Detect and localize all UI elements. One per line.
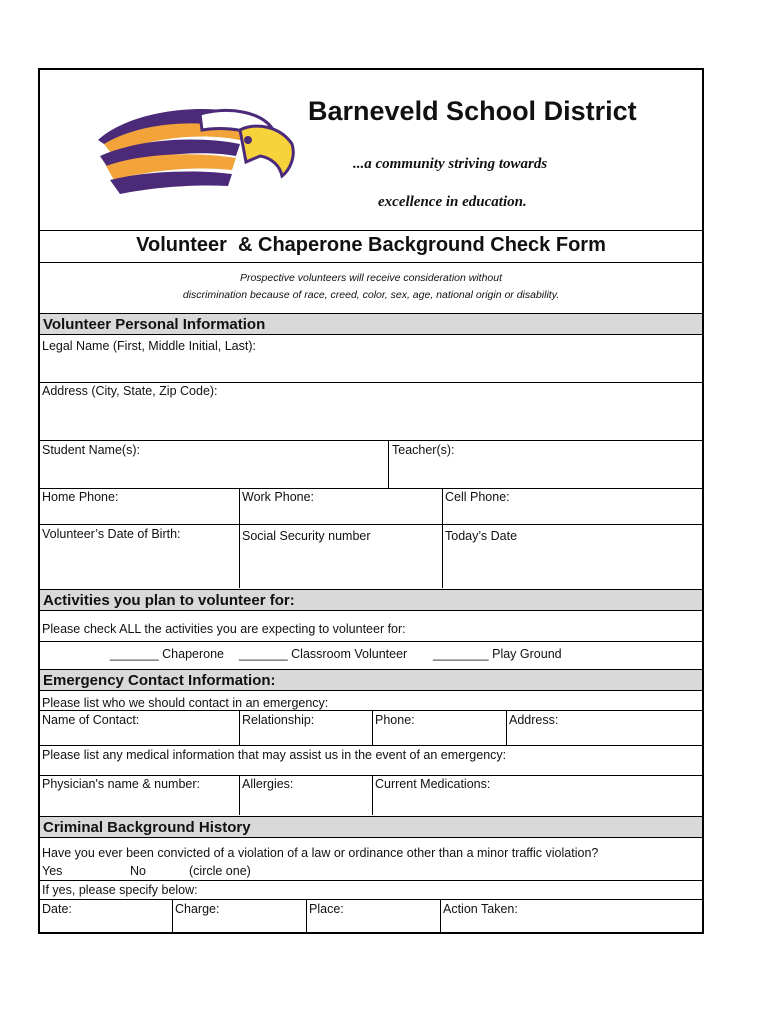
tagline-line2: excellence in education.	[378, 194, 527, 210]
student-names-label: Student Name(s):	[42, 443, 140, 457]
teachers-field[interactable]	[389, 440, 702, 488]
eagle-logo	[90, 100, 300, 200]
teachers-label: Teacher(s):	[392, 443, 455, 457]
chaperone-blank[interactable]: _______	[110, 647, 159, 661]
contact-address-label: Address:	[509, 713, 559, 727]
ssn-field[interactable]	[240, 524, 442, 588]
contact-name-label: Name of Contact:	[42, 713, 140, 727]
section-criminal-background: Criminal Background History	[40, 816, 702, 838]
medical-info-field[interactable]	[40, 745, 702, 775]
section-emergency-contact: Emergency Contact Information:	[40, 669, 702, 691]
place-field[interactable]	[307, 899, 440, 934]
specify-instruction: If yes, please specify below:	[42, 883, 198, 897]
section-activities: Activities you plan to volunteer for:	[40, 589, 702, 611]
notice-line2: discrimination because of race, creed, color, sex, age, national origin or disability.	[182, 289, 560, 301]
dob-label: Volunteer’s Date of Birth:	[42, 527, 181, 541]
medications-field[interactable]	[373, 775, 702, 815]
physician-field[interactable]	[40, 775, 239, 815]
contact-phone-label: Phone:	[375, 713, 415, 727]
dob-field[interactable]	[40, 524, 239, 588]
circle-one-hint: (circle one)	[189, 864, 251, 878]
legal-name-field[interactable]	[40, 336, 702, 382]
action-taken-label: Action Taken:	[443, 902, 518, 916]
place-label: Place:	[309, 902, 344, 916]
charge-label: Charge:	[175, 902, 220, 916]
home-phone-field[interactable]	[40, 488, 239, 524]
cell-phone-field[interactable]	[443, 488, 702, 524]
classroom-volunteer-label: Classroom Volunteer	[291, 647, 408, 661]
charge-field[interactable]	[173, 899, 306, 934]
date-label: Date:	[42, 902, 72, 916]
no-option[interactable]: No	[130, 864, 146, 878]
form-title: Volunteer & Chaperone Background Check Form	[136, 234, 606, 256]
medications-label: Current Medications:	[375, 777, 491, 791]
activities-instruction: Please check ALL the activities you are expecting to volunteer for:	[42, 622, 406, 636]
medical-instruction: Please list any medical information that may assist us in the event of an emergency:	[42, 748, 507, 762]
tagline-line1: ...a community striving towards	[353, 156, 548, 172]
student-names-field[interactable]	[40, 440, 388, 488]
relationship-field[interactable]	[240, 710, 372, 745]
allergies-label: Allergies:	[242, 777, 294, 791]
play-ground-blank[interactable]: ________	[433, 647, 489, 661]
district-name: Barneveld School District	[308, 96, 637, 126]
classroom-volunteer-option[interactable]	[239, 647, 407, 661]
conviction-date-field[interactable]	[40, 899, 172, 934]
conviction-question: Have you ever been convicted of a violation of a law or ordinance other than a minor traffic violation?	[42, 846, 599, 860]
todays-date-field[interactable]	[443, 524, 702, 588]
emergency-instruction: Please list who we should contact in an emergency:	[42, 696, 329, 710]
work-phone-field[interactable]	[240, 488, 442, 524]
allergies-field[interactable]	[240, 775, 372, 815]
action-taken-field[interactable]	[441, 899, 702, 934]
chaperone-option[interactable]	[110, 647, 224, 661]
contact-name-field[interactable]	[40, 710, 239, 745]
yes-option[interactable]: Yes	[42, 864, 63, 878]
physician-label: Physician's name & number:	[42, 777, 201, 791]
relationship-label: Relationship:	[242, 713, 315, 727]
classroom-volunteer-blank[interactable]: _______	[239, 647, 288, 661]
play-ground-label: Play Ground	[492, 647, 562, 661]
chaperone-label: Chaperone	[162, 647, 225, 661]
contact-phone-field[interactable]	[373, 710, 506, 745]
work-phone-label: Work Phone:	[242, 490, 315, 504]
play-ground-option[interactable]	[433, 647, 562, 661]
address-field[interactable]	[40, 382, 702, 440]
cell-phone-label: Cell Phone:	[445, 490, 510, 504]
notice-line1: Prospective volunteers will receive consideration without	[239, 272, 503, 284]
contact-address-field[interactable]	[507, 710, 702, 745]
legal-name-label: Legal Name (First, Middle Initial, Last):	[42, 339, 256, 353]
ssn-label: Social Security number	[242, 529, 371, 543]
home-phone-label: Home Phone:	[42, 490, 119, 504]
background-check-form	[38, 68, 704, 934]
todays-date-label: Today’s Date	[445, 529, 518, 543]
section-personal-information: Volunteer Personal Information	[40, 313, 702, 335]
eagle-logo-graphic	[90, 100, 300, 200]
address-label: Address (City, State, Zip Code):	[42, 384, 218, 398]
